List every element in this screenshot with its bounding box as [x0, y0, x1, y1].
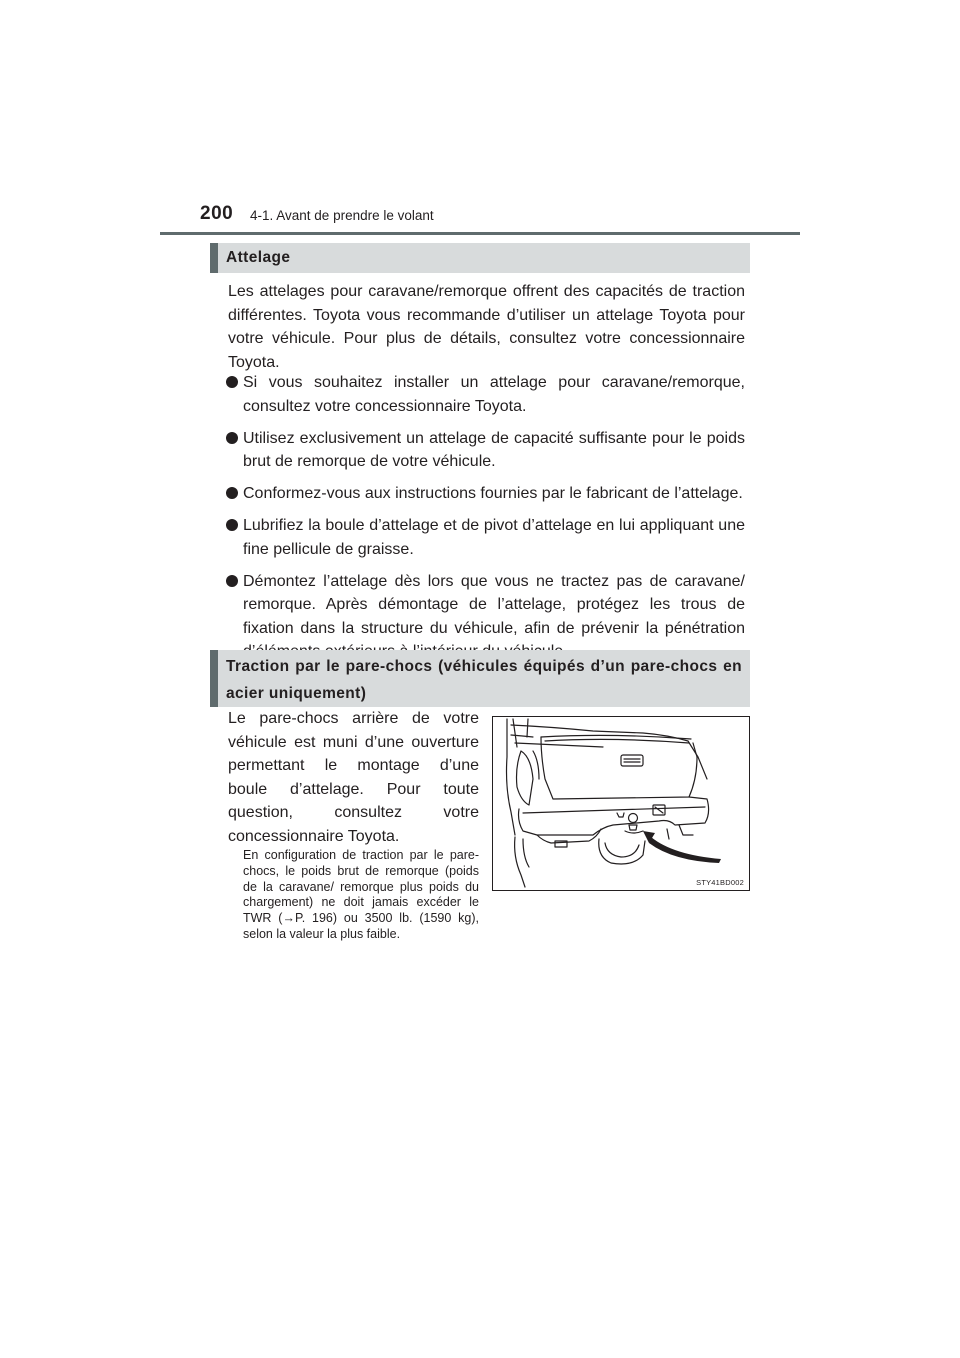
bullet-icon	[226, 519, 238, 531]
bumper-hitch-illustration	[492, 716, 750, 891]
bumper-paragraph: Le pare-chocs arrière de votre véhicule est muni d’une ouverture permettant le montage d’une boule d’attelage. Pour toute question, consultez votre concessionnaire Toyota.	[228, 710, 479, 845]
intro-paragraph: Les attelages pour caravane/remorque offrent des capacités de traction différentes. Toyota vous recommande d’utiliser un attelage Toyota pour votre véhicule. Pour plus de détails, consultez votre concessionnaire Toyota.	[228, 283, 745, 371]
section-title-attelage: Attelage	[210, 243, 750, 273]
page-number: 200	[200, 203, 234, 224]
list-item: Conformez-vous aux instructions fournies par le fabricant de l’attelage.	[228, 482, 745, 506]
weight-note: En configuration de traction par le pare-chocs, le poids brut de remorque (poids de la caravane/ remorque plus poids du chargement) ne doit jamais excéder le TWR (→P. 196) ou 3500 lb. (1590 kg), selon la valeur la plus faible.	[243, 848, 479, 941]
list-item: Démontez l’attelage dès lors que vous ne tractez pas de caravane/ remorque. Après démontage de l’attelage, protégez les trous de fixation dans la structure du véhicule, afin de prévenir la pénétration	[228, 570, 745, 664]
list-item: Lubrifiez la boule d’attelage et de pivot d’attelage en lui appliquant une fine pellicule de graisse.	[228, 514, 745, 561]
bullet-icon	[226, 432, 238, 444]
section-title-bumper-towing: Traction par le pare-chocs (véhicules équipés d’un pare-chocs en acier uniquement)	[210, 650, 750, 707]
bullet-icon	[226, 487, 238, 499]
truck-rear-drawing	[493, 717, 749, 890]
header-rule	[160, 232, 800, 235]
figure-code: STY41BD002	[696, 878, 744, 887]
chapter-title: 4-1. Avant de prendre le volant	[250, 208, 434, 223]
list-item: Utilisez exclusivement un attelage de capacité suffisante pour le poids brut de remorque de votre véhicule.	[228, 427, 745, 474]
bullet-icon	[226, 376, 238, 388]
bullet-list	[228, 371, 745, 672]
bullet-icon	[226, 575, 238, 587]
list-item: Si vous souhaitez installer un attelage pour caravane/remorque, consultez votre concessionnaire Toyota.	[228, 371, 745, 418]
